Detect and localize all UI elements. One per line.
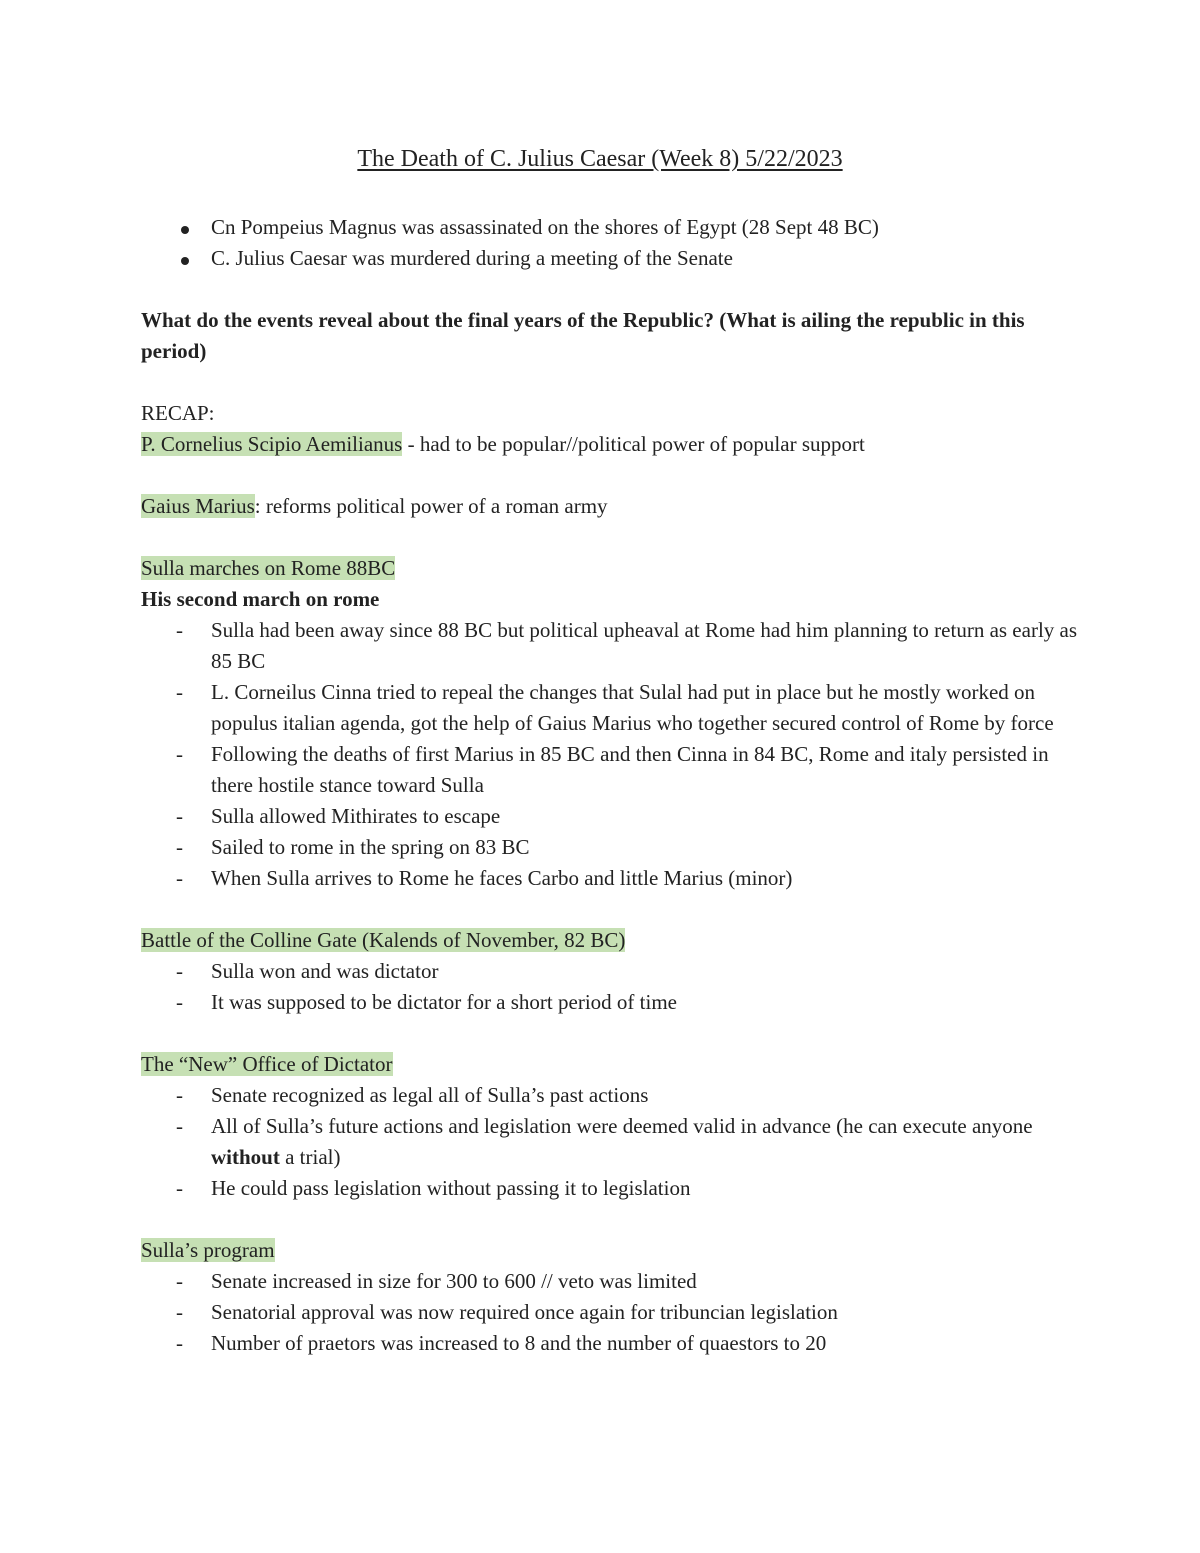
list-item: - Sulla won and was dictator [176,959,439,983]
document-title: The Death of C. Julius Caesar (Week 8) 5/22/2023 [357,146,843,172]
list-item: - Number of praetors was increased to 8 and the number of quaestors to 20 [176,1331,827,1355]
list-item: - Following the deaths of first Marius in 85 BC and then Cinna in 84 BC, Rome and italy persisted in there hostile stance toward Sulla [176,742,1049,797]
intro-bullet-list [141,212,1081,274]
list-item: - Sulla allowed Mithirates to escape [176,804,501,828]
list-item: - Senate increased in size for 300 to 600 // veto was limited [176,1269,697,1293]
list-item: C. Julius Caesar was murdered during a meeting of the Senate [141,243,1081,274]
section-heading: Sulla marches on Rome 88BC [141,556,396,580]
section-heading: The “New” Office of Dictator [141,1052,393,1076]
list-item: - It was supposed to be dictator for a short period of time [176,990,677,1014]
list-item: - He could pass legislation without passing it to legislation [176,1176,691,1200]
sulla-march-list [141,615,1081,894]
recap-label: RECAP: [141,401,215,425]
list-item: - Senatorial approval was now required once again for tribuncian legislation [176,1300,838,1324]
highlighted-name: Gaius Marius [141,494,255,518]
list-item: Cn Pompeius Magnus was assassinated on the shores of Egypt (28 Sept 48 BC) [141,212,1081,243]
marius-line: Gaius Marius: reforms political power of a roman army [141,494,608,518]
list-item: - When Sulla arrives to Rome he faces Carbo and little Marius (minor) [176,866,793,890]
document-body [141,212,1081,1359]
question-heading: What do the events reveal about the final years of the Republic? (What is ailing the republic in this period) [141,308,1025,363]
list-item: - Sulla had been away since 88 BC but political upheaval at Rome had him planning to return as early as 85 BC [176,618,1078,673]
list-item: - Senate recognized as legal all of Sulla’s past actions [176,1083,649,1107]
list-item: - All of Sulla’s future actions and legislation were deemed valid in advance (he can execute anyone without a trial) [176,1114,1033,1169]
list-item: - Sailed to rome in the spring on 83 BC [176,835,530,859]
section-heading: Battle of the Colline Gate (Kalends of November, 82 BC) [141,928,626,952]
bullet-icon [181,226,189,234]
section-subheading: His second march on rome [141,587,380,611]
bullet-icon [181,257,189,265]
section-heading: Sulla’s program [141,1238,275,1262]
scipio-line: P. Cornelius Scipio Aemilianus - had to be popular//political power of popular support [141,432,865,456]
list-item: - L. Corneilus Cinna tried to repeal the changes that Sulal had put in place but he mostly worked on populus italian agenda, got the help of Gaius Marius who together secured control of Rome by force [176,680,1054,735]
dictator-list [141,1080,1081,1204]
highlighted-name: P. Cornelius Scipio Aemilianus [141,432,403,456]
program-list [141,1266,1081,1359]
colline-list [141,956,1081,1018]
